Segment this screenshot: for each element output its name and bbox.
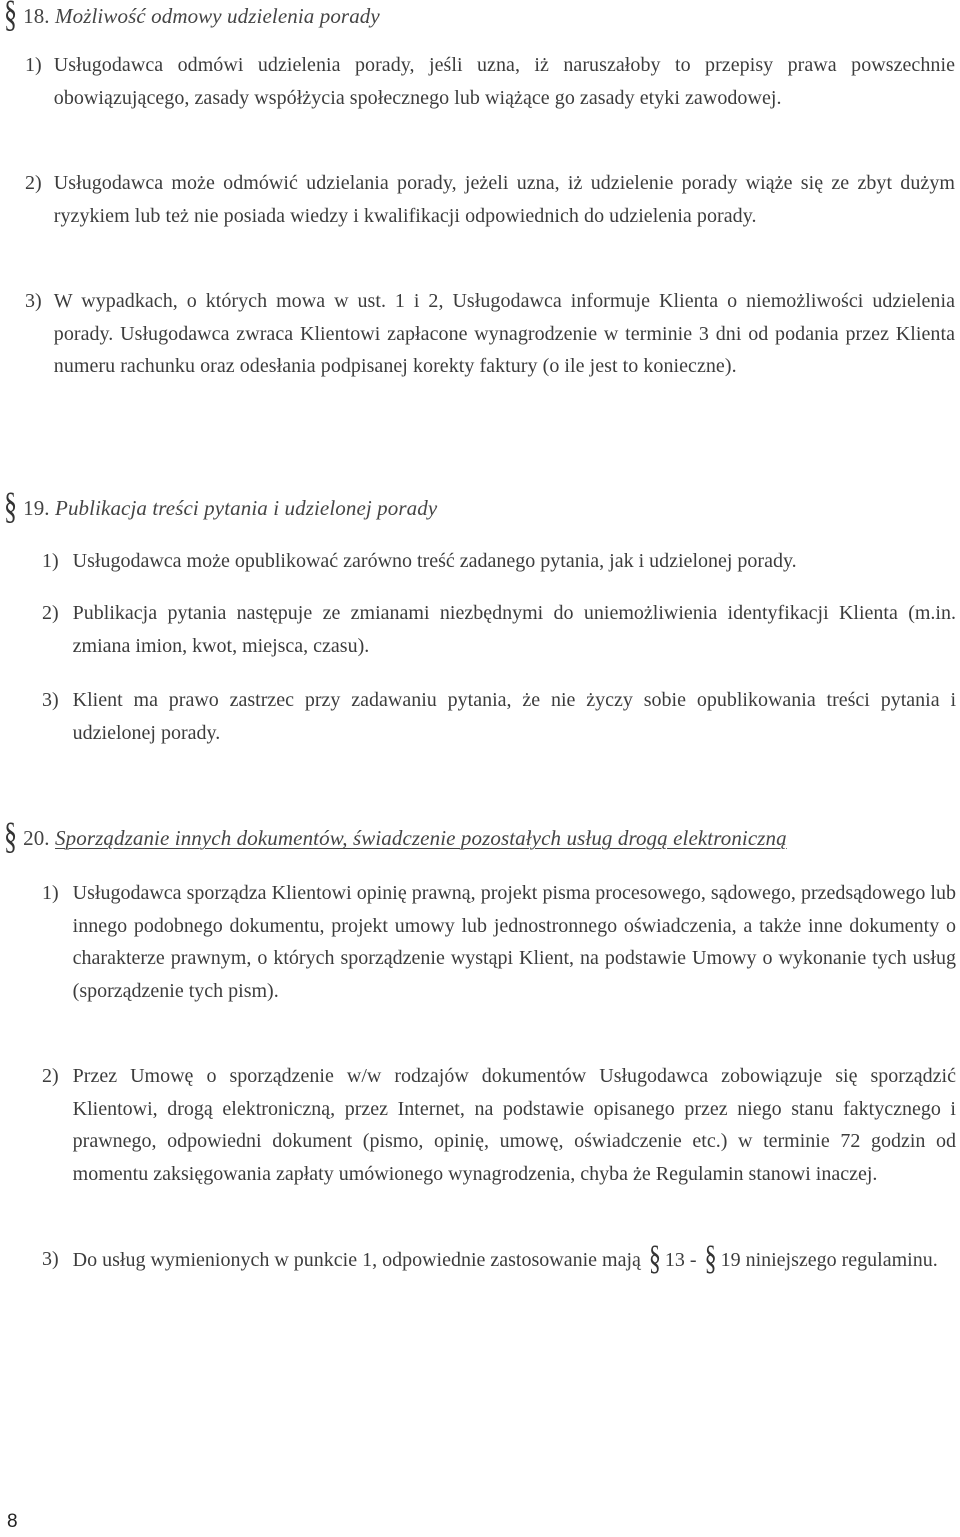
item-label: 3) (42, 1248, 59, 1270)
section-18-item-1 (25, 49, 955, 114)
item-label: 1) (42, 882, 59, 904)
page-number: 8 (7, 1511, 18, 1532)
section-title: Sporządzanie innych dokumentów, świadczenie pozostałych usług drogą elektroniczną (55, 826, 787, 850)
item-text (72, 1240, 956, 1278)
section-18-item-2 (25, 167, 955, 232)
section-18-item-3 (25, 285, 955, 383)
item-label: 2) (25, 172, 42, 194)
section-number: 19. (23, 496, 50, 520)
paragraph-sign-icon: § (648, 1240, 661, 1278)
item-label: 2) (42, 1065, 59, 1087)
item-label: 3) (42, 689, 59, 711)
section-19-heading (4, 485, 438, 528)
item-text-before: Do usług wymienionych w punkcie 1, odpowiednie zastosowanie mają (72, 1249, 641, 1271)
paragraph-sign-icon: § (4, 815, 18, 858)
paragraph-sign-icon: § (704, 1240, 717, 1278)
item-text-after: niniejszego regulaminu. (745, 1249, 938, 1271)
item-label: 1) (25, 54, 42, 76)
item-text: Usługodawca może opublikować zarówno treść zadanego pytania, jak i udzielonej porady. (72, 550, 797, 572)
section-number: 18. (23, 4, 50, 28)
section-20-item-1 (42, 877, 956, 1007)
item-text: Przez Umowę o sporządzenie w/w rodzajów dokumentów Usługodawca zobowiązuje się sporządzić Klientowi, drogą elektroniczną, przez Internet, na podstawie opisanego przez niego stanu faktycznego i prawnego, odpowiedni dokument (pismo, opinię, umowę, oświadczenie etc.) w terminie 72 godzin od momentu zaksięgowania zapłaty umówionego wynagrodzenia, chyba że Regulamin stanowi inaczej. (72, 1065, 956, 1185)
paragraph-sign-icon: § (4, 485, 18, 528)
section-20-item-3 (42, 1240, 956, 1278)
item-text: W wypadkach, o których mowa w ust. 1 i 2, Usługodawca informuje Klienta o niemożliwości udzielenia porady. Usługodawca zwraca Klientowi zapłacone wynagrodzenie w terminie 3 dni od podania przez Klienta numeru rachunku oraz odesłania podpisanej korekty faktury (o ile jest to konieczne). (53, 290, 955, 377)
section-title: Publikacja treści pytania i udzielonej porady (55, 496, 438, 520)
item-text: Klient ma prawo zastrzec przy zadawaniu pytania, że nie życzy sobie opublikowania treści pytania i udzielonej porady. (72, 689, 956, 744)
section-20-item-2 (42, 1060, 956, 1190)
item-text: Usługodawca może odmówić udzielania porady, jeżeli uzna, iż udzielenie porady wiąże się ze zbyt dużym ryzykiem lub też nie posiada wiedzy i kwalifikacji odpowiednich do udzielenia porady. (53, 172, 955, 227)
section-18-heading (4, 0, 380, 36)
item-text: Usługodawca odmówi udzielenia porady, jeśli uzna, iż naruszałoby to przepisy prawa powszechnie obowiązującego, zasady współżycia społecznego lub wiążące go zasady etyki zawodowej. (53, 54, 955, 109)
item-label: 2) (42, 602, 59, 624)
item-label: 1) (42, 550, 59, 572)
item-text: Publikacja pytania następuje ze zmianami niezbędnymi do uniemożliwienia identyfikacji Klienta (m.in. zmiana imion, kwot, miejsca, czasu). (72, 602, 956, 657)
section-19-item-1 (42, 545, 956, 578)
item-label: 3) (25, 290, 42, 312)
item-text: Usługodawca sporządza Klientowi opinię prawną, projekt pisma procesowego, sądowego, przedsądowego lub innego podobnego dokumentu, projekt umowy lub jednostronnego oświadczenia, a także inne dokumenty o charakterze prawnym, o których sporządzenie wystąpi Klient, na podstawie Umowy o wykonanie tych usług (sporządzenie tych pism). (72, 882, 956, 1002)
section-reference-end: 19 (720, 1249, 741, 1271)
paragraph-sign-icon: § (4, 0, 18, 36)
section-reference-start: 13 - (664, 1249, 697, 1271)
section-title: Możliwość odmowy udzielenia porady (55, 4, 380, 28)
section-19-item-3 (42, 684, 956, 749)
section-19-item-2 (42, 597, 956, 662)
section-20-heading (4, 815, 787, 858)
section-number: 20. (23, 826, 50, 850)
